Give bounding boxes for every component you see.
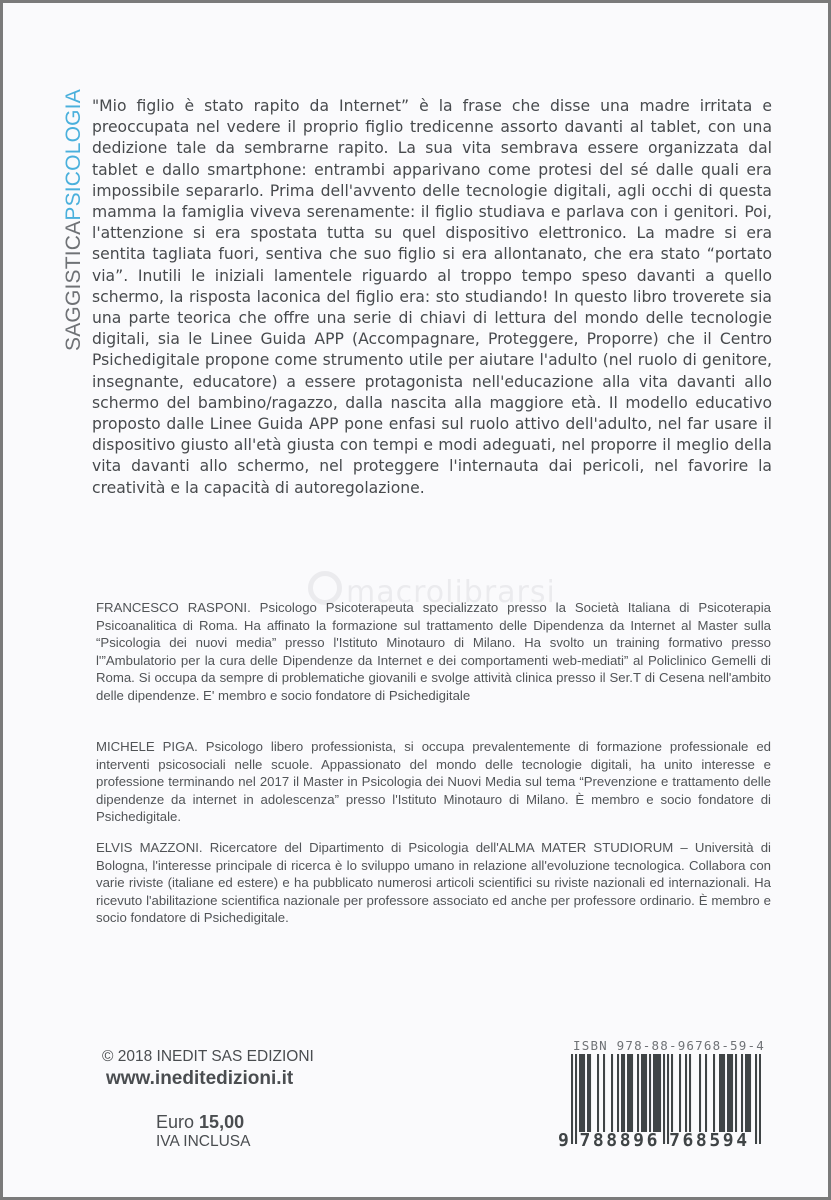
copyright-notice: © 2018 INEDIT SAS EDIZIONI bbox=[102, 1048, 314, 1065]
watermark-text: macrolibrarsi bbox=[346, 575, 556, 610]
barcode-bar bbox=[741, 1054, 743, 1132]
barcode-bar bbox=[603, 1054, 605, 1132]
price-prefix: Euro bbox=[156, 1112, 195, 1132]
barcode-bar bbox=[653, 1054, 655, 1132]
barcode-bar bbox=[589, 1054, 591, 1132]
author-bio-mazzoni: ELVIS MAZZONI. Ricercatore del Dipartimento di Psicologia dell'ALMA MATER STUDIORUM – Università di Bologna, l'interesse principale di ricerca è lo sviluppo umano in relazione all'evoluzione tecnologica. Collabora con varie riviste (italiane ed estere) e ha pubblicato numerosi articoli scientifici su riviste nazionali ed internazionali. Ha ricevuto l'abilitazione scientifica nazionale per professore associato ed anche per professore ordinario. È membro e socio fondatore di Psichedigitale. bbox=[96, 840, 771, 926]
barcode-bar bbox=[699, 1054, 701, 1132]
price-block bbox=[156, 1111, 250, 1151]
book-blurb: "Mio figlio è stato rapito da Internet” è la frase che disse una madre irritata e preoccupata nel vedere il proprio figlio tredicenne assorto davanti al tablet, con una dedizione tale da sembrarne rapito. La sua vita sembrava essere organizzata dal tablet e dallo smartphone: entrambi apparivano come protesi del sé dalle quali era impossibile separarlo. Prima dell'avvento delle tecnologie digitali, agli occhi di questa mamma la famiglia viveva serenamente: il figlio studiava e parlava con i genitori. Poi, l'attenzione si era spostata tutta su quel dispositivo elettronico. La madre si era sentita tagliata fuori, sentiva che suo figlio si era allontanato, che era stato “portato via”. Inutili le iniziali lamentele riguardo al troppo tempo speso davanti a quello schermo, la risposta laconica del figlio era: sto studiando! In questo libro troverete sia una parte teorica che offre una serie di chiavi di lettura del mondo delle tecnologie digitali, sia le Linee Guida APP (Accompagnare, Proteggere, Proporre) che il Centro Psichedigitale propone come strumento utile per aiutare l'adulto (nel ruolo di genitore, insegnante, educatore) a essere protagonista nell'educazione alla vita davanti allo schermo del bambino/ragazzo, dalla nascita alla maggiore età. Il modello educativo proposto dalle Linee Guida APP pone enfasi sul ruolo attivo dell'adulto, nel far usare il dispositivo giusto all'età giusta con tempi e modi adeguati, nel proporre il meglio della vita davanti allo schermo, nel proteggere l'internauta dai pericoli, nel favorire la creatività e la capacità di autoregolazione. bbox=[92, 97, 772, 497]
barcode-bar bbox=[655, 1054, 657, 1132]
barcode-bar bbox=[729, 1054, 731, 1132]
barcode-bar bbox=[747, 1054, 749, 1132]
barcode-bar bbox=[723, 1054, 725, 1132]
barcode-bar bbox=[721, 1054, 723, 1132]
barcode-bar bbox=[631, 1054, 633, 1132]
isbn-label: ISBN 978-88-96768-59-4 bbox=[573, 1038, 765, 1053]
series-spine-label bbox=[59, 89, 89, 351]
barcode-bar bbox=[637, 1054, 639, 1132]
barcode-bar bbox=[749, 1054, 751, 1132]
barcode-guard-bar bbox=[759, 1054, 761, 1144]
barcode-bar bbox=[581, 1054, 583, 1132]
barcode-bar bbox=[579, 1054, 581, 1132]
price-amount: 15,00 bbox=[199, 1112, 245, 1132]
barcode-bar bbox=[705, 1054, 707, 1132]
tax-note: IVA INCLUSA bbox=[156, 1133, 251, 1150]
barcode-bar bbox=[713, 1054, 715, 1132]
publisher-info bbox=[102, 1047, 314, 1091]
barcode-bar bbox=[659, 1054, 661, 1132]
ean-digits bbox=[558, 1130, 750, 1151]
barcode-bar bbox=[643, 1054, 645, 1132]
barcode-bar bbox=[645, 1054, 647, 1132]
barcode-bar bbox=[671, 1054, 673, 1132]
barcode-bar bbox=[617, 1054, 619, 1132]
barcode-bar bbox=[649, 1054, 651, 1132]
barcode-bar bbox=[745, 1054, 747, 1132]
price-line bbox=[156, 1111, 250, 1133]
barcode-bar bbox=[623, 1054, 625, 1132]
author-bio-rasponi: FRANCESCO RASPONI. Psicologo Psicoterapeuta specializzato presso la Società Italiana di Psicoterapia Psicoanalitica di Roma. Ha affinato la formazione sul trattamento delle Dipendenza da Internet al Master sulla “Psicologia dei nuovi media” presso l'Istituto Minotauro di Milano. Ha svolto un training formativo presso l'”Ambulatorio per la cura delle Dipendenze da Internet e dei comportamenti web-mediati” al Policlinico Gemelli di Roma. Si occupa da sempre di problematiche giovanili e svolge attività clinica presso il Ser.T di Cesena nell'ambito delle dipendenze. E' membro e socio fondatore di Psichedigitale bbox=[96, 600, 771, 703]
series-name-grey: SAGGISTICA bbox=[62, 220, 85, 351]
barcode-bar bbox=[629, 1054, 631, 1132]
barcode-bar bbox=[719, 1054, 721, 1132]
barcode-bar bbox=[657, 1054, 659, 1132]
barcode-bar bbox=[689, 1054, 691, 1132]
barcode-bar bbox=[587, 1054, 589, 1132]
barcode-bar bbox=[735, 1054, 737, 1132]
barcode-bar bbox=[597, 1054, 599, 1132]
ean-left-digits: 788896 bbox=[579, 1130, 661, 1151]
barcode-guard-bar bbox=[755, 1054, 757, 1144]
barcode-bar bbox=[731, 1054, 733, 1132]
barcode-bar bbox=[641, 1054, 643, 1132]
barcode-bar bbox=[583, 1054, 585, 1132]
ean-first-digit: 9 bbox=[558, 1130, 572, 1151]
book-back-cover bbox=[3, 3, 828, 1197]
barcode-bar bbox=[611, 1054, 613, 1132]
barcode-bar bbox=[621, 1054, 623, 1132]
publisher-website[interactable]: www.ineditedizioni.it bbox=[106, 1068, 294, 1089]
ean-right-digits: 768594 bbox=[669, 1130, 750, 1151]
series-name-blue: PSICOLOGIA bbox=[62, 89, 85, 221]
barcode-bar bbox=[685, 1054, 687, 1132]
author-bio-piga: MICHELE PIGA. Psicologo libero professionista, si occupa prevalentemente di formazione professionale ed interventi psicosociali nelle scuole. Appassionato del mondo delle tecnologie digitali, ha unito interesse e professione terminando nel 2017 il Master in Psicologia dei Nuovi Media sul tema “Prevenzione e trattamento delle dipendenze da internet in adolescenza” presso l'Istituto Minotauro di Milano. È membro e socio fondatore di Psichedigitale. bbox=[96, 739, 771, 825]
barcode-bar bbox=[679, 1054, 681, 1132]
barcode-bar bbox=[627, 1054, 629, 1132]
barcode-bar bbox=[727, 1054, 729, 1132]
